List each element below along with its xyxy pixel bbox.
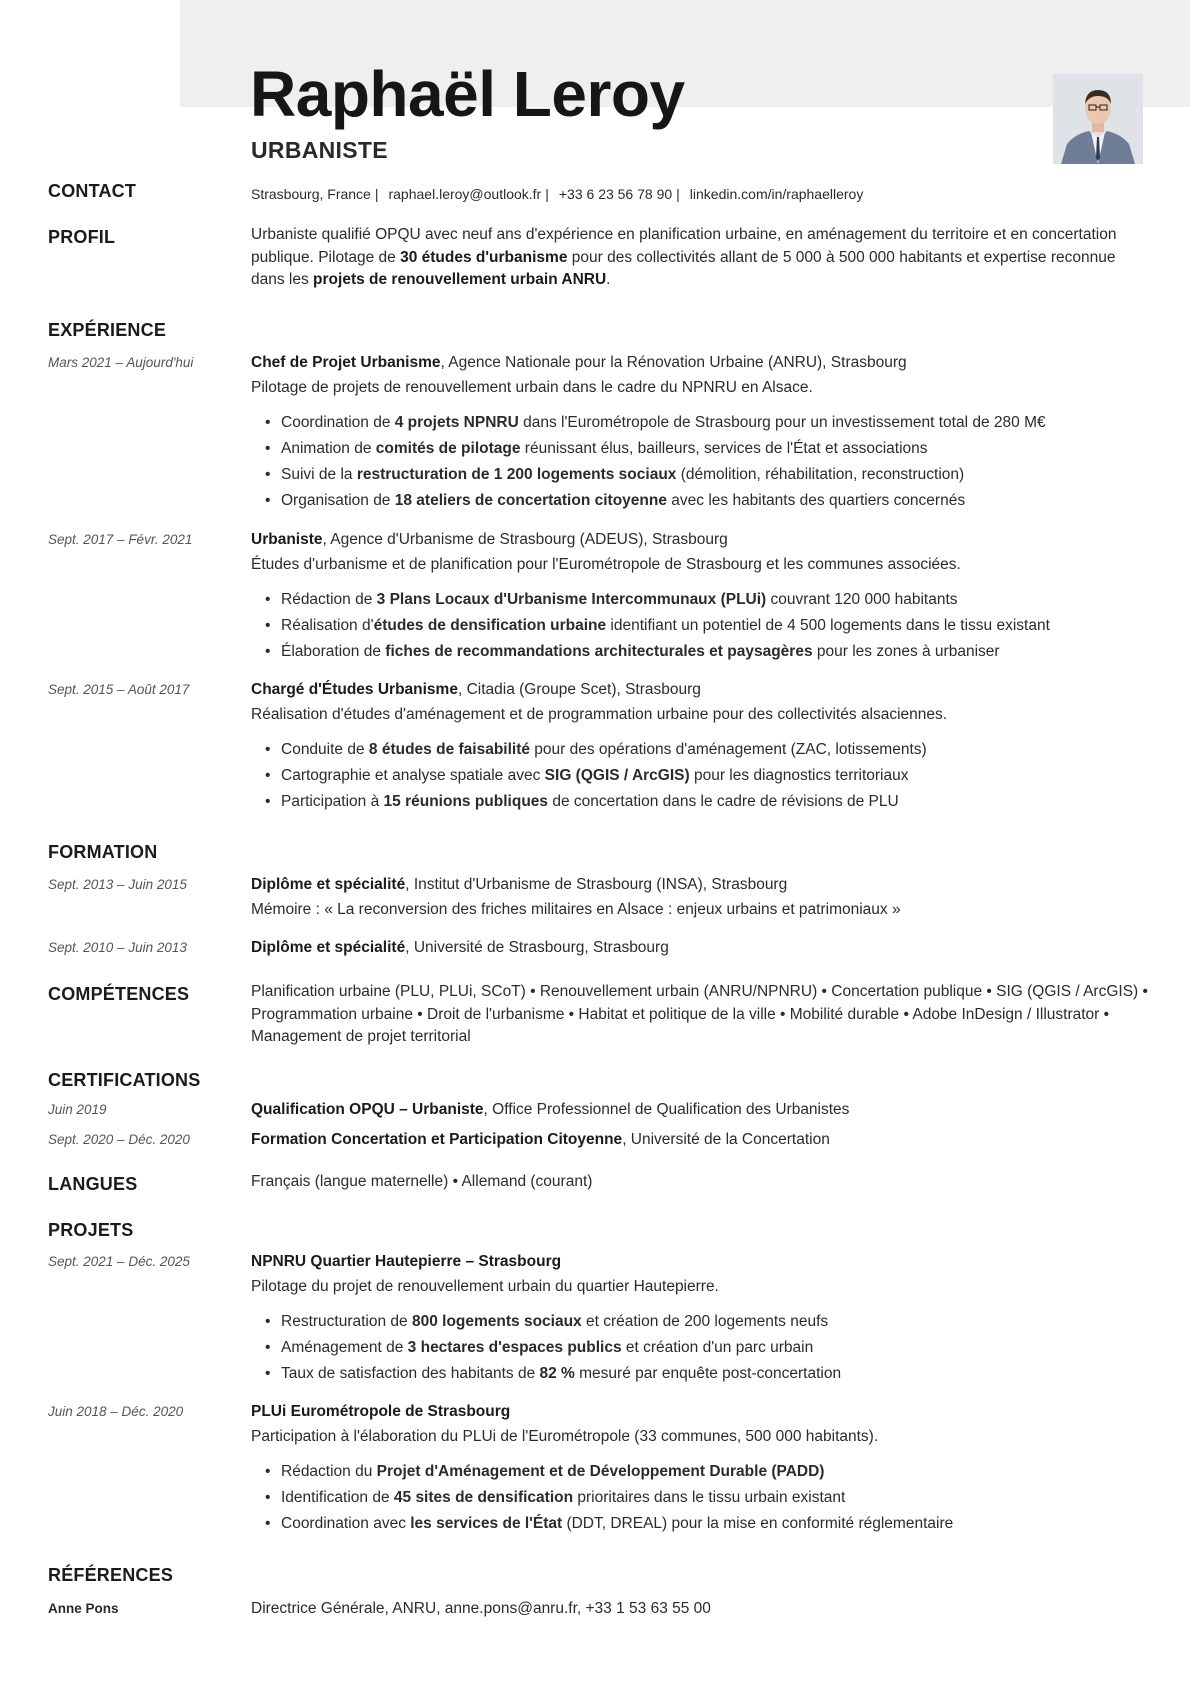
job-bullets: [251, 587, 1151, 665]
candidate-name: Raphaël Leroy: [250, 58, 685, 130]
contact-location: Strasbourg, France: [251, 186, 371, 202]
competences-text: Planification urbaine (PLU, PLUi, SCoT) • Renouvellement urbain (ANRU/NPNRU) • Concertation publique • SIG (QGIS / ArcGIS) • Programmation urbaine • Droit de l'urbanisme • Habitat et politique de la ville • Mobilité durable • Adobe InDesign / Illustrator • Management de projet territorial: [251, 983, 1148, 1045]
job-description: Réalisation d'études d'aménagement et de programmation urbaine pour des collectivités alsaciennes.: [251, 706, 948, 723]
project-bullets: [251, 1459, 1151, 1537]
formation-line: Diplôme et spécialité, Institut d'Urbanisme de Strasbourg (INSA), Strasbourg: [251, 876, 788, 893]
list-item: • Rédaction de 3 Plans Locaux d'Urbanisme Intercommunaux (PLUi) couvrant 120 000 habitants: [251, 587, 1151, 613]
list-item: • Élaboration de fiches de recommandations architecturales et paysagères pour les zones à urbaniser: [251, 639, 1151, 665]
certification-date: Sept. 2020 – Déc. 2020: [48, 1132, 190, 1147]
section-title-profil: PROFIL: [48, 227, 116, 247]
section-title-competences: COMPÉTENCES: [48, 984, 190, 1004]
list-item: • Participation à 15 réunions publiques de concertation dans le cadre de révisions de PLU: [251, 789, 1151, 815]
list-item: • Réalisation d'études de densification urbaine identifiant un potentiel de 4 500 logements dans le tissu existant: [251, 613, 1151, 639]
formation-line: Diplôme et spécialité, Université de Strasbourg, Strasbourg: [251, 939, 669, 956]
list-item: • Restructuration de 800 logements sociaux et création de 200 logements neufs: [251, 1309, 1151, 1335]
profile-photo: [1053, 74, 1143, 164]
list-item: • Aménagement de 3 hectares d'espaces publics et création d'un parc urbain: [251, 1335, 1151, 1361]
list-item: • Animation de comités de pilotage réunissant élus, bailleurs, services de l'État et associations: [251, 436, 1151, 462]
job-title-line: Chef de Projet Urbanisme, Agence Nationale pour la Rénovation Urbaine (ANRU), Strasbourg: [251, 354, 907, 371]
list-item: • Taux de satisfaction des habitants de 82 % mesuré par enquête post-concertation: [251, 1361, 1151, 1387]
section-title-contact: CONTACT: [48, 181, 137, 201]
project-date: Sept. 2021 – Déc. 2025: [48, 1254, 190, 1269]
job-bullets: [251, 410, 1151, 514]
list-item: • Rédaction du Projet d'Aménagement et de Développement Durable (PADD): [251, 1459, 1151, 1485]
job-date: Sept. 2017 – Févr. 2021: [48, 532, 193, 547]
section-title-references: RÉFÉRENCES: [48, 1565, 174, 1585]
job-description: Études d'urbanisme et de planification pour l'Eurométropole de Strasbourg et les communes associées.: [251, 556, 961, 573]
project-date: Juin 2018 – Déc. 2020: [48, 1404, 184, 1419]
profil-text: Urbaniste qualifié OPQU avec neuf ans d'expérience en planification urbaine, en aménagement du territoire et en concertation publique. Pilotage de 30 études d'urbanisme pour des collectivités allant de 5 000 à 500 000 habitants et expertise reconnue dans les projets de renouvellement urbain ANRU.: [251, 226, 1117, 288]
job-title-line: Chargé d'Études Urbanisme, Citadia (Groupe Scet), Strasbourg: [251, 681, 701, 698]
job-date: Mars 2021 – Aujourd'hui: [48, 355, 194, 370]
formation-note: Mémoire : « La reconversion des friches militaires en Alsace : enjeux urbains et patrimoniaux »: [251, 901, 901, 918]
reference-text: Directrice Générale, ANRU, anne.pons@anru.fr, +33 1 53 63 55 00: [251, 1600, 711, 1617]
project-description: Participation à l'élaboration du PLUi de l'Eurométropole (33 communes, 500 000 habitants).: [251, 1428, 879, 1445]
formation-date: Sept. 2010 – Juin 2013: [48, 940, 187, 955]
list-item: • Organisation de 18 ateliers de concertation citoyenne avec les habitants des quartiers concernés: [251, 488, 1151, 514]
project-title: PLUi Eurométropole de Strasbourg: [251, 1403, 511, 1420]
job-title-line: Urbaniste, Agence d'Urbanisme de Strasbourg (ADEUS), Strasbourg: [251, 531, 728, 548]
candidate-role: URBANISTE: [251, 137, 388, 163]
list-item: • Cartographie et analyse spatiale avec SIG (QGIS / ArcGIS) pour les diagnostics territoriaux: [251, 763, 1151, 789]
job-date: Sept. 2015 – Août 2017: [48, 682, 190, 697]
contact-linkedin[interactable]: linkedin.com/in/raphaelleroy: [689, 186, 864, 202]
list-item: • Conduite de 8 études de faisabilité pour des opérations d'aménagement (ZAC, lotissements): [251, 737, 1151, 763]
certification-date: Juin 2019: [48, 1102, 107, 1117]
list-item: • Identification de 45 sites de densification prioritaires dans le tissu urbain existant: [251, 1485, 1151, 1511]
certification-line: Qualification OPQU – Urbaniste, Office Professionnel de Qualification des Urbanistes: [251, 1101, 850, 1118]
section-title-certifications: CERTIFICATIONS: [48, 1070, 201, 1090]
job-bullets: [251, 737, 1151, 815]
section-title-projets: PROJETS: [48, 1220, 134, 1240]
reference-name: Anne Pons: [48, 1601, 119, 1616]
contact-email[interactable]: raphael.leroy@outlook.fr: [388, 186, 542, 202]
contact-phone[interactable]: +33 6 23 56 78 90: [558, 186, 673, 202]
project-description: Pilotage du projet de renouvellement urbain du quartier Hautepierre.: [251, 1278, 719, 1295]
section-title-langues: LANGUES: [48, 1174, 138, 1194]
project-title: NPNRU Quartier Hautepierre – Strasbourg: [251, 1253, 562, 1270]
list-item: • Coordination avec les services de l'État (DDT, DREAL) pour la mise en conformité réglementaire: [251, 1511, 1151, 1537]
job-description: Pilotage de projets de renouvellement urbain dans le cadre du NPNRU en Alsace.: [251, 379, 813, 396]
formation-date: Sept. 2013 – Juin 2015: [48, 877, 187, 892]
section-title-formation: FORMATION: [48, 842, 158, 862]
certification-line: Formation Concertation et Participation Citoyenne, Université de la Concertation: [251, 1131, 830, 1148]
project-bullets: [251, 1309, 1151, 1387]
contact-line: Strasbourg, France | raphael.leroy@outlook.fr | +33 6 23 56 78 90 | linkedin.com/in/raphaelleroy: [251, 186, 864, 202]
langues-text: Français (langue maternelle) • Allemand (courant): [251, 1173, 593, 1190]
section-title-experience: EXPÉRIENCE: [48, 320, 167, 340]
list-item: • Suivi de la restructuration de 1 200 logements sociaux (démolition, réhabilitation, reconstruction): [251, 462, 1151, 488]
list-item: • Coordination de 4 projets NPNRU dans l'Eurométropole de Strasbourg pour un investissement total de 280 M€: [251, 410, 1151, 436]
